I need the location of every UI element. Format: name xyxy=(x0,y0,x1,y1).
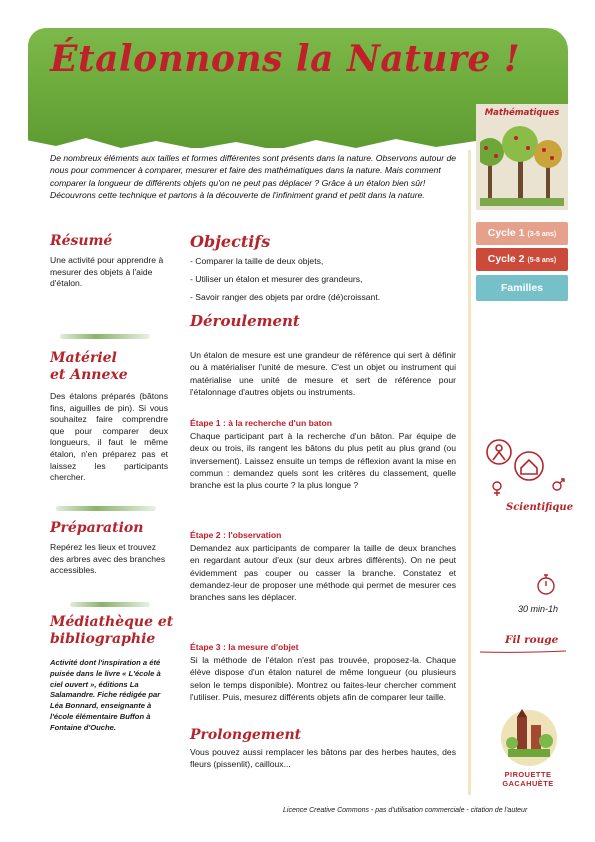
etape2-text: Demandez aux participants de comparer la taille de deux branches en regardant autour d'eux (sur deux arbres différents). On ne peut évidemment pas couper ou casser la branche. Constatez et demandez-leur de proposer une méthode qui permet de mesurer ces branches sans les déplacer. xyxy=(190,543,456,603)
objectif-item: - Savoir ranger des objets par ordre (dé)croissant. xyxy=(190,292,381,302)
trees-illustration xyxy=(480,122,564,206)
objectif-item: - Utiliser un étalon et mesurer des grandeurs, xyxy=(190,274,363,284)
brush-divider xyxy=(56,506,156,511)
objectifs-heading: Objectifs xyxy=(190,232,271,251)
resume-heading: Résumé xyxy=(50,233,113,249)
deroulement-heading: Déroulement xyxy=(190,312,300,330)
subject-label: Mathématiques xyxy=(484,108,560,118)
pirouette-logo xyxy=(500,705,558,767)
female-icon xyxy=(493,482,501,496)
brush-divider xyxy=(70,602,150,607)
person-icon xyxy=(487,440,511,464)
fil-rouge-label: Fil rouge xyxy=(505,634,559,646)
cycle2-age: (5-8 ans) xyxy=(527,257,557,264)
prolongement-heading: Prolongement xyxy=(190,727,302,743)
duration-label: 30 min-1h xyxy=(518,604,559,614)
logo-text: PIROUETTE GACAHUÈTE xyxy=(502,770,554,788)
objectif-item: - Comparer la taille de deux objets, xyxy=(190,256,324,266)
etape1-title: Étape 1 : à la recherche d'un baton xyxy=(190,418,332,428)
deroulement-intro: Un étalon de mesure est une grandeur de référence qui sert à définir ou à matérialiser l'unité de mesure. C'est un objet ou instrument qui matérialise une unité de mesure et sert de référence pour l'étalonnage d'autres objets ou instruments. xyxy=(190,350,456,397)
familles-label: Familles xyxy=(500,282,544,294)
cycle2-badge xyxy=(476,248,568,271)
prolongement-text: Vous pouvez aussi remplacer les bâtons par des herbes hautes, des fleurs (pissenlit), cailloux... xyxy=(190,747,456,770)
familles-badge xyxy=(476,275,568,301)
cycle1-label: Cycle 1 xyxy=(487,227,525,239)
materiel-heading xyxy=(50,350,128,384)
intro-text: De nombreux éléments aux tailles et formes différentes sont présents dans la nature. Observons autour de nous pour commencer à comparer, mesurer et faire des mathématiques dans la nature. Mais comment comparer la longueur de différents objets qu'on ne peut pas déplacer ? Grâce à un étalon bien sûr! Découvrons cette technique et partons à la découverte de l'infiniment grand et petit dans la nature. xyxy=(50,153,457,201)
materiel-heading-line2: et Annexe xyxy=(50,367,128,383)
brush-divider xyxy=(60,334,150,339)
etape3-title: Étape 3 : la mesure d'objet xyxy=(190,642,299,652)
category-label: Scientifique xyxy=(506,502,574,513)
cycle1-badge xyxy=(476,222,568,245)
license-footer: Licence Creative Commons - pas d'utilisation commerciale - citation de l'auteur xyxy=(283,807,528,814)
mediatheque-text: Activité dont l'inspiration a été puisée dans le livre « L'école à ciel ouvert », éditions La Salamandre. Fiche rédigée par Léa Bonnard, enseignante à l'école élémentaire Buffon à Fontaine d'Ouche. xyxy=(50,658,161,732)
male-icon xyxy=(553,479,564,490)
stopwatch-icon xyxy=(536,572,556,596)
scientific-icons xyxy=(483,436,567,500)
etape1-text: Chaque participant part à la recherche d'un bâton. Par équipe de deux ou trois, ils rangent les bâtons du plus petit au plus grand (ou inversement). Laissez ensuite un temps de réflexion avant la mise en commun : demandez quels sont les critères du classement, quelle branche est la plus courte ? la plus longue ? xyxy=(190,431,456,491)
cycle2-label: Cycle 2 xyxy=(487,253,525,265)
mediatheque-heading-line1: Médiathèque et xyxy=(50,614,174,630)
materiel-text: Des étalons préparés (bâtons fins, aiguilles de pin). Si vous souhaitez faire comprendre que pour comparer deux longueurs, il faut le même étalon, n'en préparez pas et laissez les participants chercher. xyxy=(50,391,168,483)
preparation-heading: Préparation xyxy=(50,520,144,536)
resume-text: Une activité pour apprendre à mesurer des objets à l'aide d'étalon. xyxy=(50,255,164,289)
mediatheque-heading xyxy=(50,614,173,648)
house-icon xyxy=(515,452,543,480)
cycle1-age: (3-5 ans) xyxy=(527,231,557,238)
mediatheque-heading-line2: bibliographie xyxy=(50,631,156,647)
page-title: Étalonnons la Nature ! xyxy=(50,38,521,80)
vertical-divider xyxy=(468,150,471,795)
materiel-heading-line1: Matériel xyxy=(50,350,117,366)
preparation-text: Repérez les lieux et trouvez des arbres avec des branches accessibles. xyxy=(50,542,166,576)
etape2-title: Étape 2 : l'observation xyxy=(190,530,282,540)
etape3-text: Si la méthode de l'étalon n'est pas trouvée, proposez-la. Chaque élève dispose d'un étalon naturel de même longueur (ou plusieurs selon le temps disponible). Montrez ou faites-leur chercher comment l'utiliser. Puis, mesurez différents objets afin de comparer leur taille. xyxy=(190,655,456,702)
subject-box xyxy=(476,104,568,210)
